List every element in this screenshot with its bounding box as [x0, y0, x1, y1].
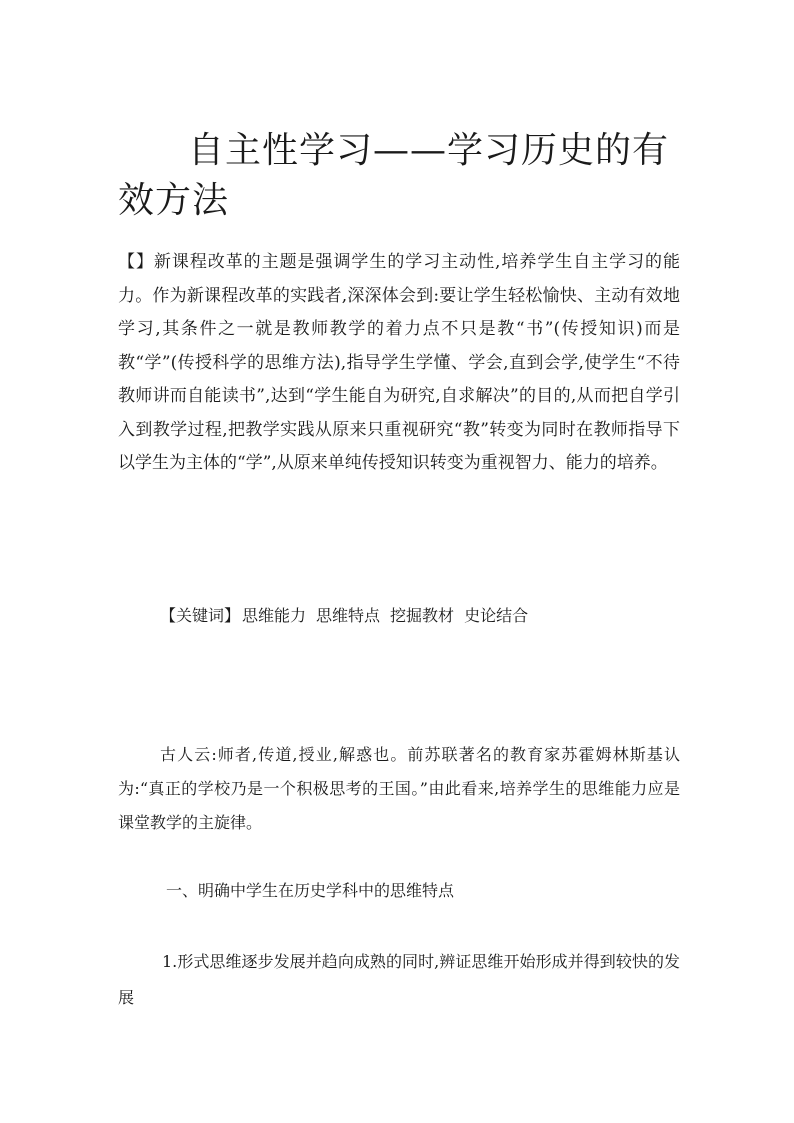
keyword-item: 思维能力	[242, 606, 307, 625]
document-title: 自主性学习——学习历史的有效方法	[118, 130, 670, 221]
keyword-item: 思维特点	[316, 606, 381, 625]
keyword-item: 史论结合	[464, 606, 529, 625]
intro-paragraph: 古人云:师者,传道,授业,解惑也。前苏联著名的教育家苏霍姆林斯基认为:“真正的学校乃是一个积极思考的王国。”由此看来,培养学生的思维能力应是课堂教学的主旋律。	[118, 745, 680, 832]
keyword-item: 挖掘教材	[390, 606, 455, 625]
keywords-line	[160, 604, 538, 628]
section-heading: 一、明确中学生在历史学科中的思维特点	[166, 881, 455, 900]
keywords-label: 【关键词】	[160, 606, 241, 625]
subsection-text: 1.形式思维逐步发展并趋向成熟的同时,辨证思维开始形成并得到较快的发展	[118, 952, 680, 1007]
abstract-paragraph: 【】新课程改革的主题是强调学生的学习主动性,培养学生自主学习的能力。作为新课程改革的实践者,深深体会到:要让学生轻松愉快、主动有效地学习,其条件之一就是教师教学的着力点不只是教“书”(传授知识)而是教“学”(传授科学的思维方法),指导学生学懂、学会,直到会学,使学生“不待教师讲而自能读书”,达到“学生能自为研究,自求解决”的目的,从而把自学引入到教学过程,把教学实践从原来只重视研究“教”转变为同时在教师指导下以学生为主体的“学”,从原来单纯传授知识转变为重视智力、能力的培养。	[118, 252, 680, 473]
